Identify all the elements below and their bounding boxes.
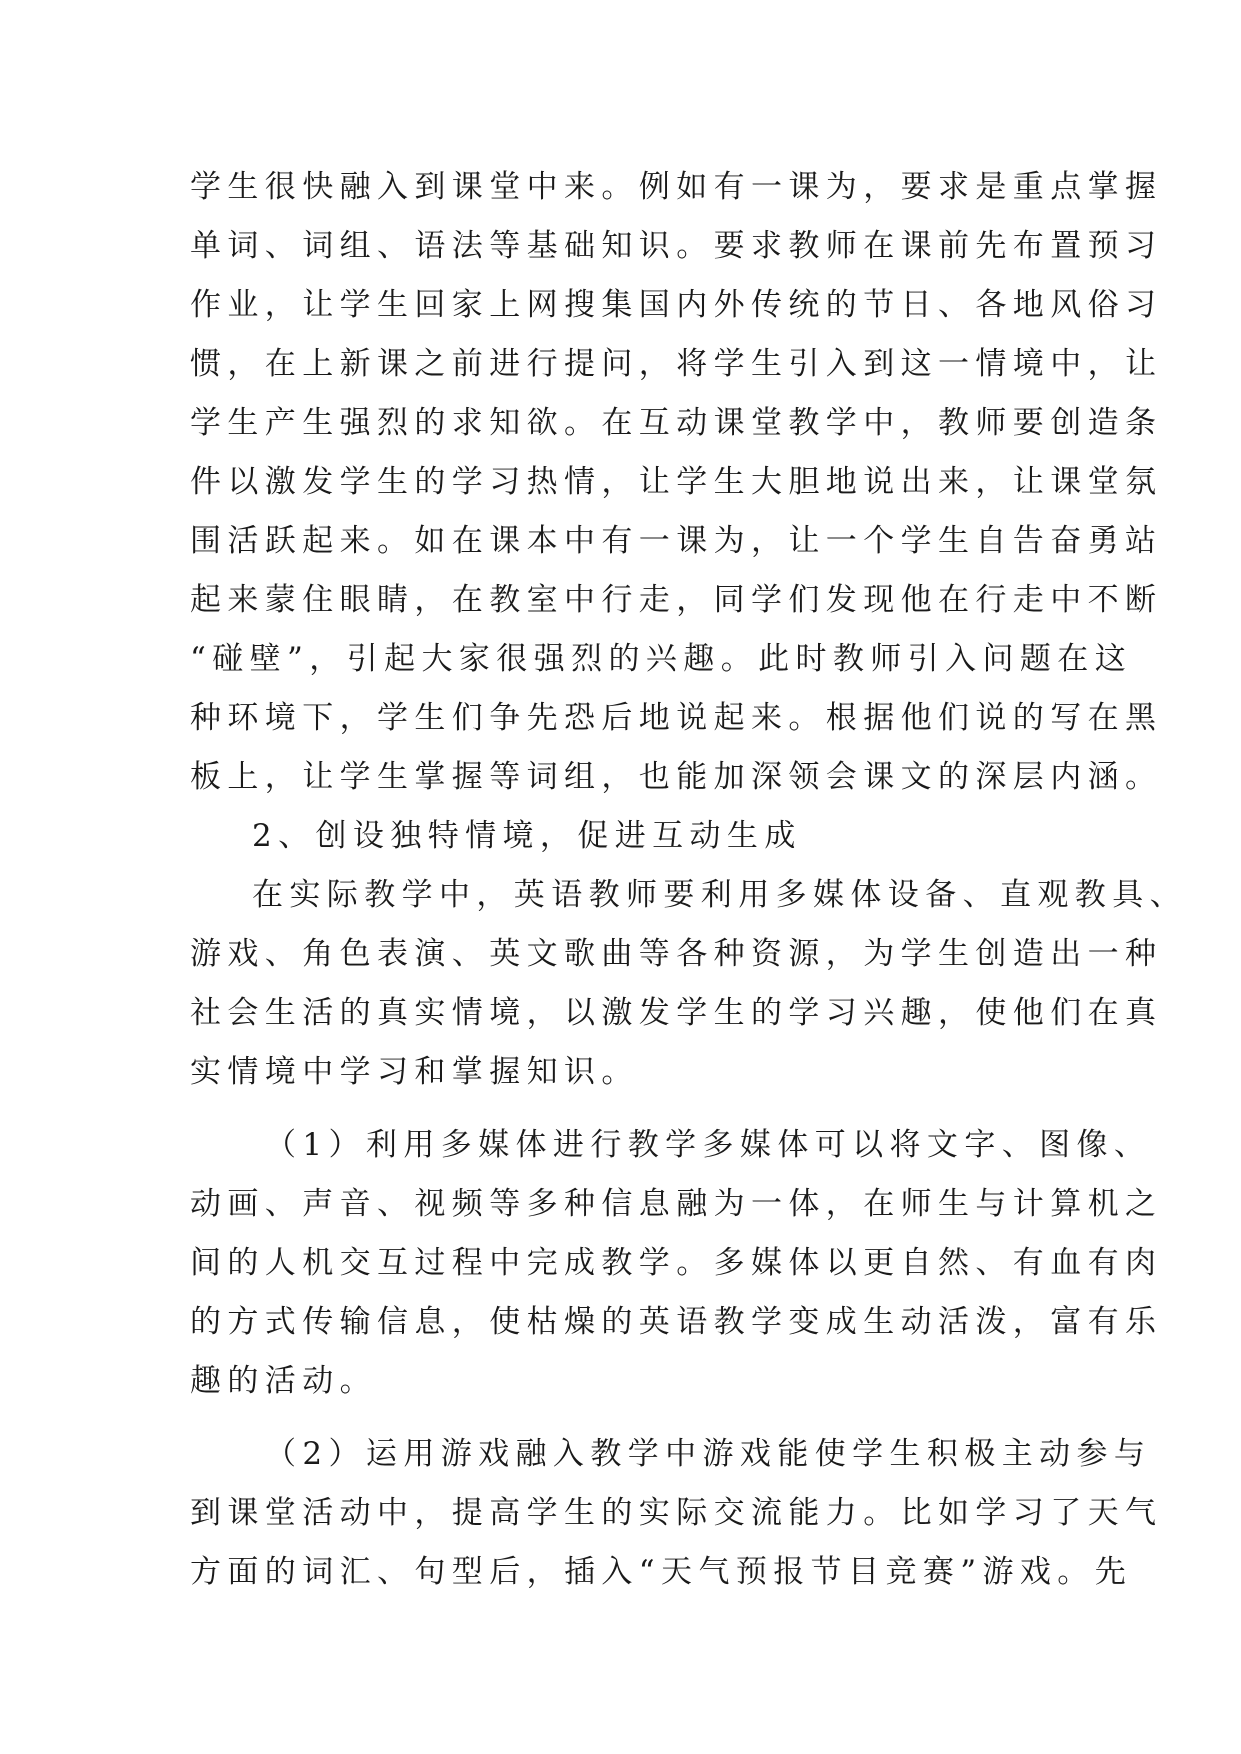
text-line: 作业，让学生回家上网搜集国内外传统的节日、各地风俗习 [190, 287, 1163, 323]
text-line: 趣的活动。 [190, 1363, 377, 1399]
text-line: 围活跃起来。如在课本中有一课为，让一个学生自告奋勇站 [190, 523, 1163, 559]
text-line: 单词、词组、语法等基础知识。要求教师在课前先布置预习 [190, 228, 1163, 264]
text-line: 起来蒙住眼睛，在教室中行走，同学们发现他在行走中不断 [190, 582, 1163, 618]
text-line: （1）利用多媒体进行教学多媒体可以将文字、图像、 [265, 1127, 1152, 1163]
text-line: 惯，在上新课之前进行提问，将学生引入到这一情境中，让 [190, 346, 1163, 382]
text-line: 游戏、角色表演、英文歌曲等各种资源，为学生创造出一种 [190, 936, 1163, 972]
text-line: 学生很快融入到课堂中来。例如有一课为，要求是重点掌握 [190, 169, 1163, 205]
text-line: 社会生活的真实情境，以激发学生的学习兴趣，使他们在真 [190, 995, 1163, 1031]
section-heading: 2、创设独特情境，促进互动生成 [252, 818, 802, 854]
text-line: 学生产生强烈的求知欲。在互动课堂教学中，教师要创造条 [190, 405, 1163, 441]
text-line: 板上，让学生掌握等词组，也能加深领会课文的深层内涵。 [190, 759, 1163, 795]
text-line: “碰壁”，引起大家很强烈的兴趣。此时教师引入问题在这 [190, 641, 1133, 677]
text-line: 在实际教学中，英语教师要利用多媒体设备、直观教具、 [252, 877, 1187, 913]
text-line: 件以激发学生的学习热情，让学生大胆地说出来，让课堂氛 [190, 464, 1163, 500]
text-line: 的方式传输信息，使枯燥的英语教学变成生动活泼，富有乐 [190, 1304, 1163, 1340]
text-line: 实情境中学习和掌握知识。 [190, 1054, 639, 1090]
text-line: 动画、声音、视频等多种信息融为一体，在师生与计算机之 [190, 1186, 1163, 1222]
text-line: （2）运用游戏融入教学中游戏能使学生积极主动参与 [265, 1436, 1152, 1472]
text-line: 方面的词汇、句型后，插入“天气预报节目竞赛”游戏。先 [190, 1554, 1133, 1590]
text-line: 种环境下，学生们争先恐后地说起来。根据他们说的写在黑 [190, 700, 1163, 736]
text-line: 到课堂活动中，提高学生的实际交流能力。比如学习了天气 [190, 1495, 1163, 1531]
text-line: 间的人机交互过程中完成教学。多媒体以更自然、有血有肉 [190, 1245, 1163, 1281]
